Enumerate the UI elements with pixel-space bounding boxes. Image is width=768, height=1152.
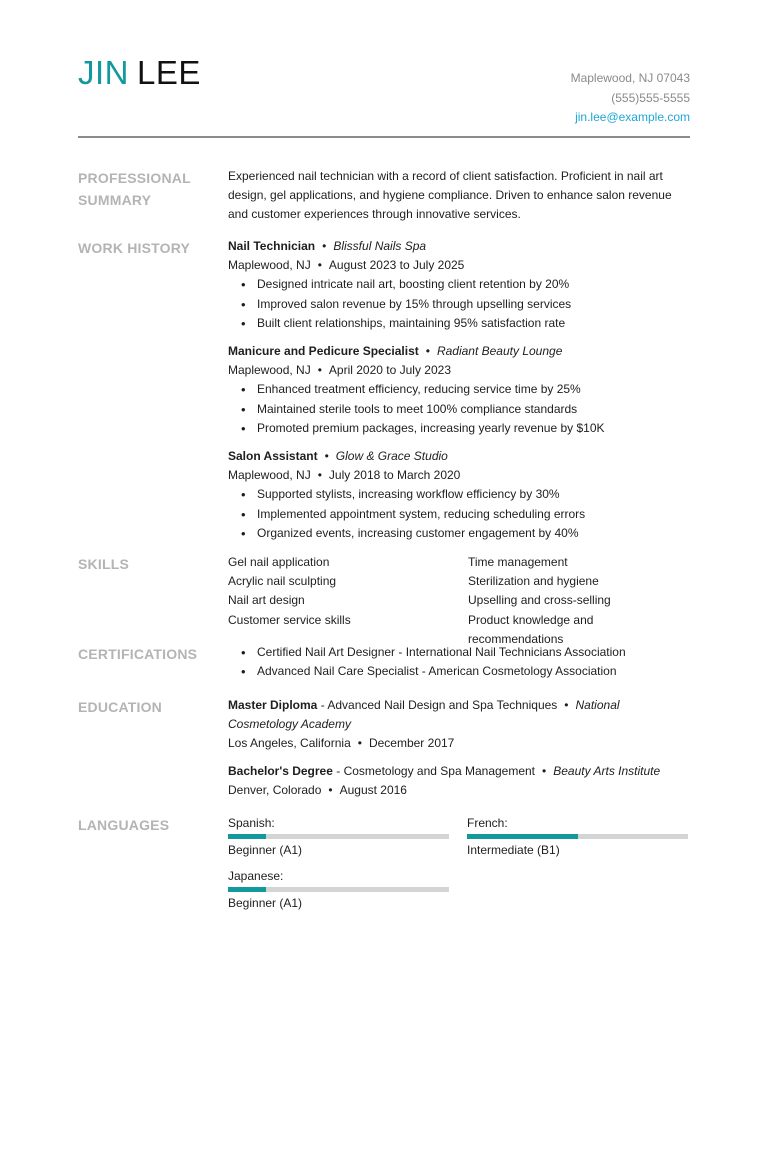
separator: •: [564, 698, 569, 712]
proficiency-bar-fill: [228, 834, 266, 839]
list-item: • Improved salon revenue by 15% through upselling services: [228, 295, 690, 314]
separator: •: [542, 763, 547, 778]
skill-item: Customer service skills: [228, 612, 351, 627]
list-item: • Supported stylists, increasing workflow efficiency by 30%: [228, 485, 690, 504]
job-dates: April 2020 to July 2023: [328, 363, 452, 378]
job-header: [228, 342, 690, 361]
resume-header: [78, 0, 690, 138]
job-title: Salon Assistant: [228, 449, 318, 464]
company-name: Radiant Beauty Lounge: [436, 344, 563, 359]
separator: •: [322, 239, 327, 253]
proficiency-bar: [467, 834, 688, 839]
section-title: PROFESSIONAL SUMMARY: [78, 170, 191, 208]
last-name: LEE: [137, 54, 201, 91]
job-header: [228, 447, 690, 466]
degree: Bachelor's Degree: [228, 763, 333, 778]
separator: •: [328, 782, 333, 797]
language-name: Japanese:: [228, 869, 284, 883]
job-entry: [228, 237, 690, 333]
job-dates: August 2023 to July 2025: [328, 258, 465, 273]
education-entry: [228, 696, 690, 754]
separator: •: [317, 258, 322, 273]
section-body: [228, 167, 690, 225]
education-meta: [228, 734, 690, 753]
skill-item: Sterilization and hygiene: [468, 574, 599, 589]
job-meta: [228, 256, 690, 275]
job-bullets: [228, 380, 690, 438]
email-link[interactable]: jin.lee@example.com: [575, 110, 690, 124]
summary-text: Experienced nail technician with a record of client satisfaction. Proficient in nail art design, gel applications, and hygiene compliance. Driven to enhance salon revenue and customer experiences through innovative services.: [228, 169, 672, 222]
list-item: • Maintained sterile tools to meet 100% compliance standards: [228, 400, 690, 419]
resume-page: [78, 0, 690, 910]
skills-grid: [228, 553, 690, 649]
skill-item: Acrylic nail sculpting: [228, 574, 337, 589]
job-bullets: [228, 275, 690, 333]
proficiency-bar-fill: [467, 834, 578, 839]
language-name: French:: [467, 816, 508, 830]
company-name: Glow & Grace Studio: [335, 449, 448, 464]
job-title: Nail Technician: [228, 239, 316, 253]
job-entry: [228, 447, 690, 543]
section-body: [228, 814, 690, 913]
list-item: • Advanced Nail Care Specialist - American Cosmetology Association: [228, 662, 690, 681]
list-item: • Designed intricate nail art, boosting client retention by 20%: [228, 275, 690, 294]
job-meta: [228, 466, 690, 485]
phone: (555)555-5555: [611, 90, 690, 105]
skill-item: Nail art design: [228, 593, 305, 608]
education-date: December 2017: [368, 736, 455, 751]
education-location: Los Angeles, California: [228, 736, 351, 751]
certification-list: [228, 643, 690, 681]
section-title: EDUCATION: [78, 699, 162, 715]
skill-item: Upselling and cross-selling: [468, 593, 611, 608]
section-title: SKILLS: [78, 556, 129, 572]
proficiency-bar: [228, 887, 449, 892]
separator: •: [317, 468, 322, 483]
section-body: [228, 553, 690, 649]
skill-item: Time management: [468, 555, 568, 569]
company-name: Blissful Nails Spa: [333, 239, 427, 253]
section-title: LANGUAGES: [78, 817, 170, 833]
separator: •: [357, 736, 362, 751]
skill-item: Gel nail application: [228, 555, 330, 569]
first-name: JIN: [78, 54, 129, 91]
proficiency-bar-fill: [228, 887, 266, 892]
degree: Master Diploma: [228, 698, 318, 712]
job-header: [228, 237, 690, 256]
section-title: CERTIFICATIONS: [78, 646, 198, 662]
language-item: [467, 814, 688, 860]
education-entry: [228, 762, 690, 800]
job-location: Maplewood, NJ: [228, 468, 311, 483]
job-location: Maplewood, NJ: [228, 363, 311, 378]
language-grid: [228, 814, 690, 913]
candidate-name: [78, 53, 201, 93]
education-header: [228, 762, 690, 781]
section-body: [228, 643, 690, 681]
list-item: • Implemented appointment system, reducing scheduling errors: [228, 505, 690, 524]
job-meta: [228, 361, 690, 380]
language-item: [228, 814, 449, 860]
list-item: • Enhanced treatment efficiency, reducing service time by 25%: [228, 380, 690, 399]
proficiency-bar: [228, 834, 449, 839]
section-body: [228, 237, 690, 552]
education-location: Denver, Colorado: [228, 782, 322, 797]
education-meta: [228, 781, 690, 800]
contact-info: [571, 69, 690, 128]
list-item: • Built client relationships, maintaining 95% satisfaction rate: [228, 314, 690, 333]
job-title: Manicure and Pedicure Specialist: [228, 344, 419, 359]
education-header: [228, 696, 690, 734]
language-level: Beginner (A1): [228, 843, 303, 857]
list-item: • Certified Nail Art Designer - International Nail Technicians Association: [228, 643, 690, 662]
language-item: [228, 867, 449, 913]
skill-item: Product knowledge and recommendations: [468, 612, 594, 646]
address: Maplewood, NJ 07043: [570, 71, 690, 85]
school-name: National Cosmetology Academy: [228, 698, 620, 732]
field-of-study: - Advanced Nail Design and Spa Techniques: [317, 698, 558, 712]
list-item: • Organized events, increasing customer engagement by 40%: [228, 524, 690, 543]
list-item: • Promoted premium packages, increasing yearly revenue by $10K: [228, 419, 690, 438]
language-level: Beginner (A1): [228, 896, 303, 910]
education-date: August 2016: [339, 782, 407, 797]
job-entry: [228, 342, 690, 438]
job-bullets: [228, 485, 690, 543]
school-name: Beauty Arts Institute: [553, 763, 661, 778]
language-level: Intermediate (B1): [467, 843, 560, 857]
separator: •: [425, 344, 430, 359]
section-title: WORK HISTORY: [78, 240, 191, 256]
job-location: Maplewood, NJ: [228, 258, 311, 273]
job-dates: July 2018 to March 2020: [328, 468, 461, 483]
separator: •: [317, 363, 322, 378]
section-body: [228, 696, 690, 808]
field-of-study: - Cosmetology and Spa Management: [332, 763, 536, 778]
language-name: Spanish:: [228, 816, 275, 830]
separator: •: [324, 449, 329, 464]
